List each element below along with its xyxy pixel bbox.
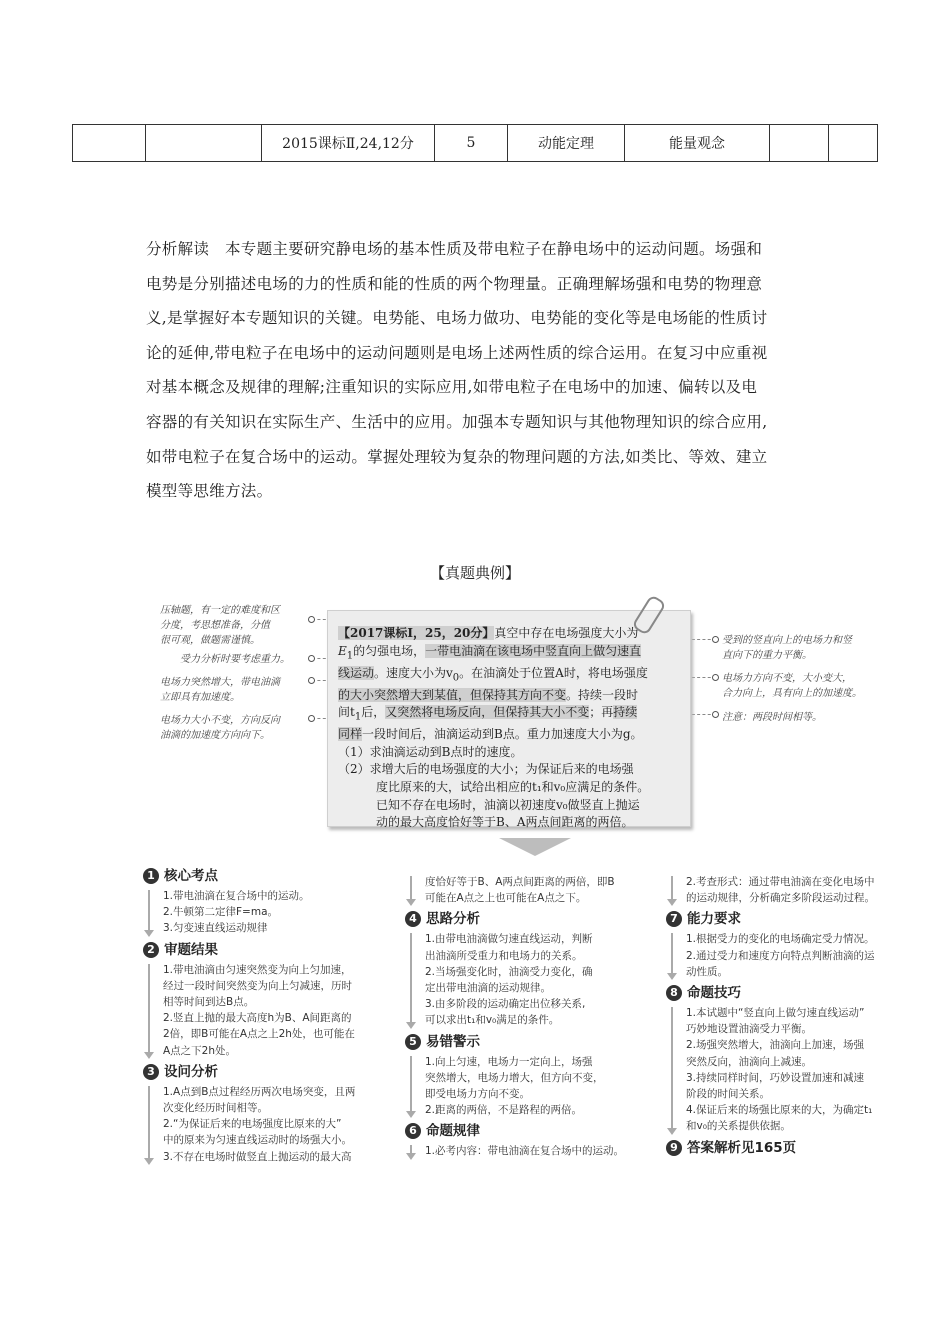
problem-text-segment: 1 bbox=[354, 711, 362, 723]
body-line: 突然反向，油滴向上减速。 bbox=[686, 1055, 812, 1068]
table-cell bbox=[73, 125, 146, 162]
problem-text-segment: 。在油滴处于位置A时，将电场强度 bbox=[459, 665, 648, 680]
section-heading bbox=[666, 983, 916, 1003]
table-cell-topic: 动能定理 bbox=[508, 125, 625, 162]
body-line: 2.场强突然增大，油滴向上加速，场强 bbox=[686, 1039, 865, 1052]
note-line: 合力向上，具有向上的加速度。 bbox=[722, 688, 862, 699]
connector-dot bbox=[712, 636, 719, 643]
body-line: 经过一段时间突然变为向上匀减速，历时 bbox=[163, 979, 352, 992]
body-line: 1.带电油滴在复合场中的运动。 bbox=[163, 890, 310, 902]
body-line: A点之下2h处。 bbox=[163, 1044, 237, 1057]
problem-card bbox=[327, 610, 691, 830]
problem-text-segment: ；再 bbox=[589, 705, 614, 720]
body-line: 次变化经历时间相等。 bbox=[163, 1102, 268, 1115]
body-line: 3.由多阶段的运动确定出位移关系, bbox=[425, 998, 586, 1011]
left-note-3 bbox=[160, 675, 310, 705]
answer-reference: 答案解析见165页 bbox=[687, 1139, 797, 1156]
number-6-icon: 6 bbox=[405, 1123, 421, 1139]
left-note-1 bbox=[160, 603, 310, 648]
right-note-3 bbox=[722, 710, 902, 725]
body-line: 2.距离的两倍，不是路程的两倍。 bbox=[425, 1104, 583, 1117]
table-cell bbox=[770, 125, 829, 162]
section-title-text: 易错警示 bbox=[426, 1033, 480, 1050]
section-title-text: 命题规律 bbox=[426, 1123, 480, 1140]
body-line: 2.牛顿第二定律F=ma。 bbox=[163, 906, 279, 919]
exam-table bbox=[72, 124, 878, 162]
body-line: 2倍，即B可能在A点之上2h处，也可能在 bbox=[163, 1028, 355, 1041]
body-line: 3.持续同样时间，巧妙设置加速和减速 bbox=[686, 1071, 865, 1084]
body-line: 1.本试题中“竖直向上做匀速直线运动” bbox=[686, 1007, 865, 1020]
problem-text-segment: 1 bbox=[346, 649, 354, 661]
body-line: 突然增大，电场力增大，但方向不变， bbox=[425, 1071, 604, 1084]
body-line: 定出带电油滴的运动规律。 bbox=[425, 982, 551, 995]
section-heading bbox=[143, 940, 393, 960]
number-4-icon: 4 bbox=[405, 911, 421, 927]
analysis-line: 容器的有关知识在实际生产、生活中的应用。加强本专题知识与其他物理知识的综合应用, bbox=[146, 412, 768, 431]
number-5-icon: 5 bbox=[405, 1034, 421, 1050]
number-2-icon: 2 bbox=[143, 942, 159, 958]
body-line: 巧妙地设置油滴受力平衡。 bbox=[686, 1023, 812, 1036]
body-line: 的运动规律，分析确定多阶段运动过程。 bbox=[686, 892, 875, 905]
body-line: 可能在A点之上也可能在A点之下。 bbox=[425, 892, 587, 905]
problem-text-segment: 持续 bbox=[613, 705, 638, 720]
connector-dot bbox=[308, 616, 315, 623]
body-line: 阶段的时间关系。 bbox=[686, 1088, 770, 1101]
note-line: 注意：两段时间相等。 bbox=[722, 712, 822, 723]
number-7-icon: 7 bbox=[666, 911, 682, 927]
connector-dot bbox=[308, 715, 315, 722]
column-3 bbox=[666, 874, 916, 1158]
problem-tag: 【2017课标Ⅰ，25，20分】 bbox=[338, 626, 495, 640]
body-line: 动性质。 bbox=[686, 965, 728, 978]
body-line: 1.向上匀速，电场力一定向上，场强 bbox=[425, 1055, 593, 1068]
left-note-4 bbox=[160, 713, 310, 743]
table-row bbox=[73, 125, 878, 162]
body-line: 1.由带电油滴做匀速直线运动，判断 bbox=[425, 933, 593, 946]
section-title-text: 命题技巧 bbox=[687, 985, 741, 1002]
table-cell bbox=[829, 125, 878, 162]
section-body bbox=[405, 1143, 663, 1159]
section-heading bbox=[666, 909, 916, 929]
section-body bbox=[666, 931, 916, 980]
analysis-line: 如带电粒子在复合场中的运动。掌握处理较为复杂的物理问题的方法,如类比、等效、建立 bbox=[146, 447, 768, 466]
body-line: 2.竖直上抛的最大高度h为B、A间距离的 bbox=[163, 1012, 352, 1025]
note-line: 电场力大小不变，方向反向 bbox=[160, 715, 280, 726]
section-title-text: 思路分析 bbox=[426, 911, 480, 928]
number-3-icon: 3 bbox=[143, 1064, 159, 1080]
problem-text-segment: 的匀强电场， bbox=[353, 643, 426, 658]
note-line: 立即具有加速度。 bbox=[160, 692, 240, 703]
body-line: 2.通过受力和速度方向特点判断油滴的运 bbox=[686, 949, 875, 962]
problem-text-segment: 真空中存在电场强度大小为 bbox=[494, 626, 639, 640]
question-1: （1）求油滴运动到B点时的速度。 bbox=[338, 744, 523, 759]
left-note-2 bbox=[180, 652, 310, 667]
body-line: 3.匀变速直线运动规律 bbox=[163, 922, 268, 935]
body-line: 1.带电油滴由匀速突然变为向上匀加速， bbox=[163, 963, 352, 976]
number-8-icon: 8 bbox=[666, 985, 682, 1001]
note-line: 油滴的加速度方向向下。 bbox=[160, 730, 270, 741]
body-line: 可以求出t₁和v₀满足的条件。 bbox=[425, 1014, 560, 1027]
section-heading bbox=[666, 1138, 916, 1158]
section-body bbox=[405, 1054, 663, 1119]
connector-dot bbox=[308, 655, 315, 662]
section-heading bbox=[405, 909, 663, 929]
section-body bbox=[405, 874, 663, 906]
section-body bbox=[405, 931, 663, 1028]
body-line: 1.根据受力的变化的电场确定受力情况。 bbox=[686, 933, 875, 946]
note-line: 电场力突然增大，带电油滴 bbox=[160, 677, 280, 688]
problem-text bbox=[338, 625, 680, 832]
problem-text-segment: E bbox=[338, 643, 347, 658]
note-line: 很可观，做题需谨慎。 bbox=[160, 635, 260, 646]
body-line: 4.保证后来的场强比原来的大，为确定t₁ bbox=[686, 1104, 873, 1117]
column-2 bbox=[405, 874, 663, 1163]
right-note-1 bbox=[722, 633, 902, 663]
question-2-line: 度比原来的大，试给出相应的t₁和v₀应满足的条件。 bbox=[376, 779, 650, 794]
note-line: 受到的竖直向上的电场力和竖 bbox=[722, 635, 852, 646]
analysis-line: 模型等思维方法。 bbox=[146, 482, 273, 501]
problem-text-segment: 一段时间后，油滴运动到B点。重力加速度大小为g。 bbox=[362, 727, 643, 742]
analysis-paragraph bbox=[146, 232, 806, 509]
question-2-line: 动的最大高度恰好等于B、A两点间距离的两倍。 bbox=[376, 815, 634, 830]
problem-text-segment: ，但保持其方向不变 bbox=[458, 687, 567, 702]
problem-text-segment: 0 bbox=[452, 671, 460, 683]
column-1 bbox=[143, 866, 393, 1168]
body-line: 度恰好等于B、A两点间距离的两倍，即B bbox=[425, 876, 615, 888]
problem-text-segment: 后， bbox=[361, 705, 386, 720]
body-line: 1.A点到B点过程经历两次电场突变，且两 bbox=[163, 1085, 356, 1098]
note-line: 受力分析时要考虑重力。 bbox=[180, 654, 290, 665]
body-line: 和v₀的关系提供依据。 bbox=[686, 1120, 791, 1133]
body-line: 2.当场强变化时，油滴受力变化，确 bbox=[425, 965, 593, 978]
analysis-line: 义,是掌握好本专题知识的关键。电势能、电场力做功、电势能的变化等是电场能的性质讨 bbox=[146, 309, 768, 328]
problem-text-segment: 一带电油滴在该电场中竖直向上做匀速直 bbox=[425, 643, 642, 658]
body-line: 中的原来为匀速直线运动时的场强大小。 bbox=[163, 1134, 352, 1147]
problem-text-segment: 。速度大小为v bbox=[374, 665, 453, 680]
connector-dot bbox=[712, 674, 719, 681]
problem-text-segment: 。持续一段时 bbox=[566, 687, 639, 702]
problem-text-segment: 线运动 bbox=[338, 665, 375, 680]
number-1-icon: 1 bbox=[143, 868, 159, 884]
right-note-2 bbox=[722, 671, 912, 701]
analysis-line: 分析解读 本专题主要研究静电场的基本性质及带电粒子在静电场中的运动问题。场强和 bbox=[146, 240, 763, 258]
body-line: 1.必考内容：带电油滴在复合场中的运动。 bbox=[425, 1145, 625, 1158]
table-cell-source: 2015课标Ⅱ,24,12分 bbox=[262, 125, 435, 162]
body-line: 2.“为保证后来的电场强度比原来的大” bbox=[163, 1118, 342, 1131]
section-title: 【真题典例】 bbox=[429, 564, 520, 582]
problem-text-segment: 又突然将电场反向，但保持其大小不变 bbox=[385, 705, 590, 720]
table-cell-score: 5 bbox=[435, 125, 508, 162]
note-line: 直向下的重力平衡。 bbox=[722, 650, 812, 661]
analysis-line: 论的延伸,带电粒子在电场中的运动问题则是电场上述两性质的综合运用。在复习中应重视 bbox=[146, 343, 768, 362]
problem-text-segment: 同样 bbox=[338, 727, 363, 742]
section-title-text: 能力要求 bbox=[687, 911, 741, 928]
body-line: 2.考查形式：通过带电油滴在变化电场中 bbox=[686, 876, 875, 888]
section-body bbox=[143, 888, 393, 937]
section-title-text: 设问分析 bbox=[164, 1063, 218, 1080]
section-title-text: 核心考点 bbox=[164, 868, 218, 884]
body-line: 相等时间到达B点。 bbox=[163, 996, 255, 1009]
question-2: （2）求增大后的电场强度的大小；为保证后来的电场强 bbox=[338, 762, 634, 777]
section-heading bbox=[143, 1062, 393, 1082]
body-line: 即受电场力方向不变。 bbox=[425, 1088, 530, 1101]
section-heading bbox=[405, 1032, 663, 1052]
table-cell-concept: 能量观念 bbox=[625, 125, 770, 162]
section-heading bbox=[405, 1121, 663, 1141]
connector-dot bbox=[712, 711, 719, 718]
number-9-icon: 9 bbox=[666, 1140, 682, 1156]
connector-dot bbox=[308, 677, 315, 684]
section-body bbox=[143, 1084, 393, 1165]
body-line: 出油滴所受重力和电场力的关系。 bbox=[425, 949, 583, 962]
section-heading bbox=[143, 866, 393, 886]
problem-text-segment: 的大小突然增大到某值 bbox=[338, 687, 459, 702]
problem-text-segment: 间t bbox=[338, 705, 355, 720]
question-2-line: 已知不存在电场时，油滴以初速度v₀做竖直上抛运 bbox=[376, 797, 640, 812]
section-body bbox=[666, 1005, 916, 1135]
analysis-line: 电势是分别描述电场的力的性质和能的性质的两个物理量。正确理解场强和电势的物理意 bbox=[146, 274, 763, 293]
section-title-text: 审题结果 bbox=[164, 941, 218, 958]
table-cell bbox=[146, 125, 262, 162]
down-arrow-icon bbox=[499, 838, 571, 856]
note-line: 压轴题，有一定的难度和区 bbox=[160, 605, 280, 616]
body-line: 3.不存在电场时做竖直上抛运动的最大高 bbox=[163, 1150, 352, 1163]
note-line: 分度，考思想准备，分值 bbox=[160, 620, 270, 631]
section-body bbox=[666, 874, 916, 906]
analysis-line: 对基本概念及规律的理解;注重知识的实际应用,如带电粒子在电场中的加速、偏转以及电 bbox=[146, 378, 758, 397]
section-body bbox=[143, 962, 393, 1059]
note-line: 电场力方向不变，大小变大， bbox=[722, 673, 852, 684]
